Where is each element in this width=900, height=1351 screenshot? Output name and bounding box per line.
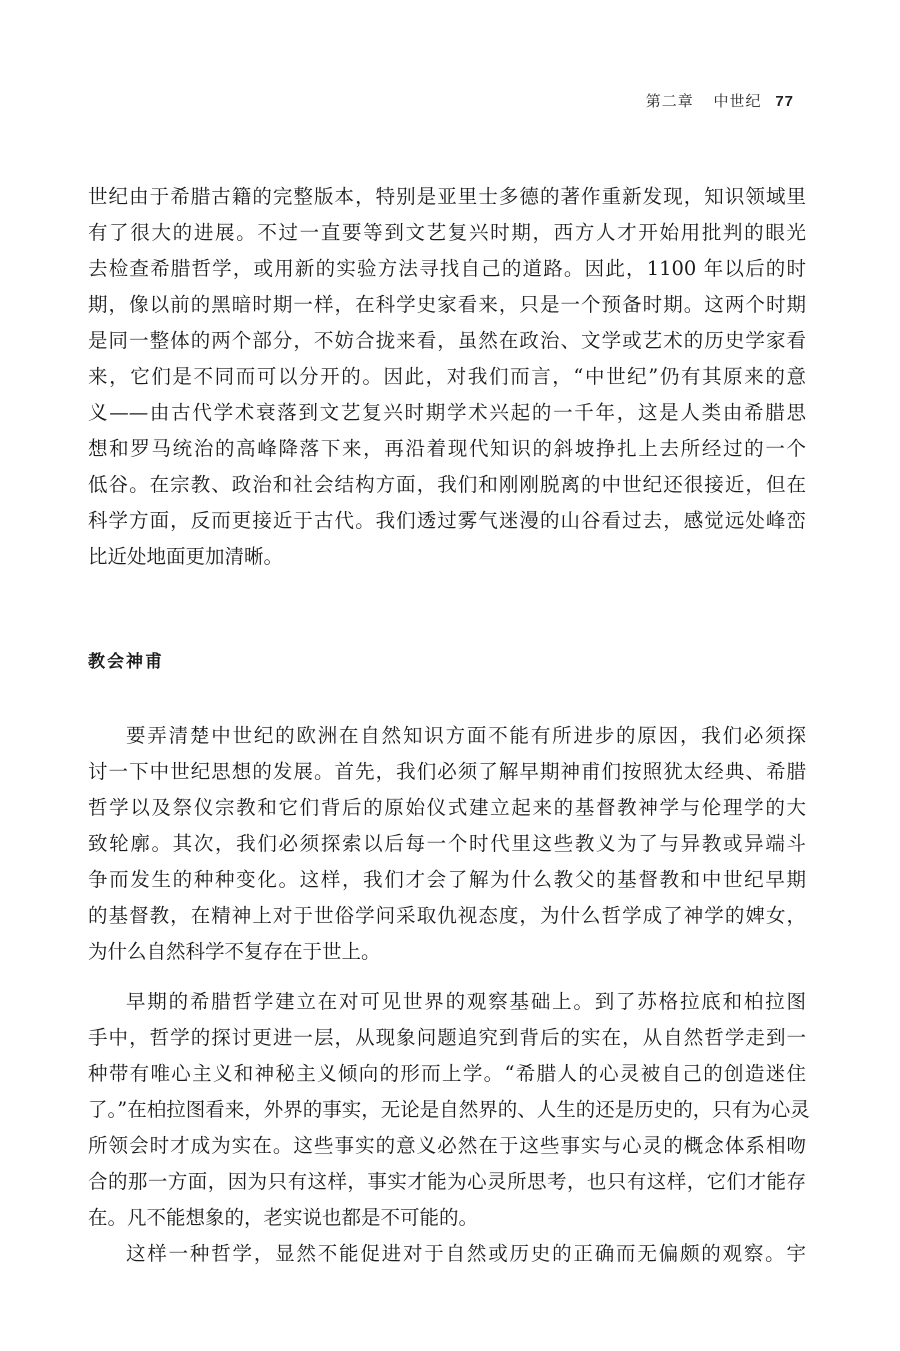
text-line: 种带有唯心主义和神秘主义倾向的形而上学。“希腊人的心灵被自己的创造迷住 xyxy=(88,1062,806,1085)
text-line: 在。凡不能想象的，老实说也都是不可能的。 xyxy=(88,1206,479,1229)
text-line: 争而发生的种种变化。这样，我们才会了解为什么教父的基督教和中世纪早期 xyxy=(88,868,806,891)
text-line: 致轮廓。其次，我们必须探索以后每一个时代里这些教义为了与异教或异端斗 xyxy=(88,832,806,855)
text-line: 要弄清楚中世纪的欧洲在自然知识方面不能有所进步的原因，我们必须探 xyxy=(126,724,806,747)
text-line: 义——由古代学术衰落到文艺复兴时期学术兴起的一千年，这是人类由希腊思 xyxy=(88,401,806,424)
section-heading: 教会神甫 xyxy=(88,652,164,672)
text-line: 期，像以前的黑暗时期一样，在科学史家看来，只是一个预备时期。这两个时期 xyxy=(88,293,806,316)
text-line: 所领会时才成为实在。这些事实的意义必然在于这些事实与心灵的概念体系相吻 xyxy=(88,1134,806,1157)
text-line: 想和罗马统治的高峰降落下来，再沿着现代知识的斜坡挣扎上去所经过的一个 xyxy=(88,437,806,460)
text-line: 的基督教，在精神上对于世俗学问采取仇视态度，为什么哲学成了神学的婢女， xyxy=(88,904,806,927)
section-label: 中世纪 xyxy=(713,92,762,110)
page-number: 77 xyxy=(775,93,794,110)
running-header xyxy=(646,90,794,111)
text-line: 这样一种哲学，显然不能促进对于自然或历史的正确而无偏颇的观察。宇 xyxy=(126,1242,806,1265)
text-line: 手中，哲学的探讨更进一层，从现象问题追究到背后的实在，从自然哲学走到一 xyxy=(88,1026,806,1049)
chapter-label: 第二章 xyxy=(645,92,694,110)
text-line: 了。”在柏拉图看来，外界的事实，无论是自然界的、人生的还是历史的，只有为心灵 xyxy=(88,1098,810,1121)
text-line: 有了很大的进展。不过一直要等到文艺复兴时期，西方人才开始用批判的眼光 xyxy=(88,221,806,244)
text-line: 来，它们是不同而可以分开的。因此，对我们而言，“中世纪”仍有其原来的意 xyxy=(88,365,806,388)
text-line: 是同一整体的两个部分，不妨合拢来看，虽然在政治、文学或艺术的历史学家看 xyxy=(88,329,806,352)
text-line: 早期的希腊哲学建立在对可见世界的观察基础上。到了苏格拉底和柏拉图 xyxy=(126,990,806,1013)
text-line: 合的那一方面，因为只有这样，事实才能为心灵所思考，也只有这样，它们才能存 xyxy=(88,1170,806,1193)
text-line: 世纪由于希腊古籍的完整版本，特别是亚里士多德的著作重新发现，知识领域里 xyxy=(88,185,806,208)
text-line: 低谷。在宗教、政治和社会结构方面，我们和刚刚脱离的中世纪还很接近，但在 xyxy=(88,473,806,496)
text-line: 为什么自然科学不复存在于世上。 xyxy=(88,940,381,963)
text-line: 比近处地面更加清晰。 xyxy=(88,545,284,568)
text-line: 去检查希腊哲学，或用新的实验方法寻找自己的道路。因此，1100 年以后的时 xyxy=(88,257,806,280)
text-line: 科学方面，反而更接近于古代。我们透过雾气迷漫的山谷看过去，感觉远处峰峦 xyxy=(88,509,806,532)
text-line: 讨一下中世纪思想的发展。首先，我们必须了解早期神甫们按照犹太经典、希腊 xyxy=(88,760,806,783)
text-line: 哲学以及祭仪宗教和它们背后的原始仪式建立起来的基督教神学与伦理学的大 xyxy=(88,796,806,819)
